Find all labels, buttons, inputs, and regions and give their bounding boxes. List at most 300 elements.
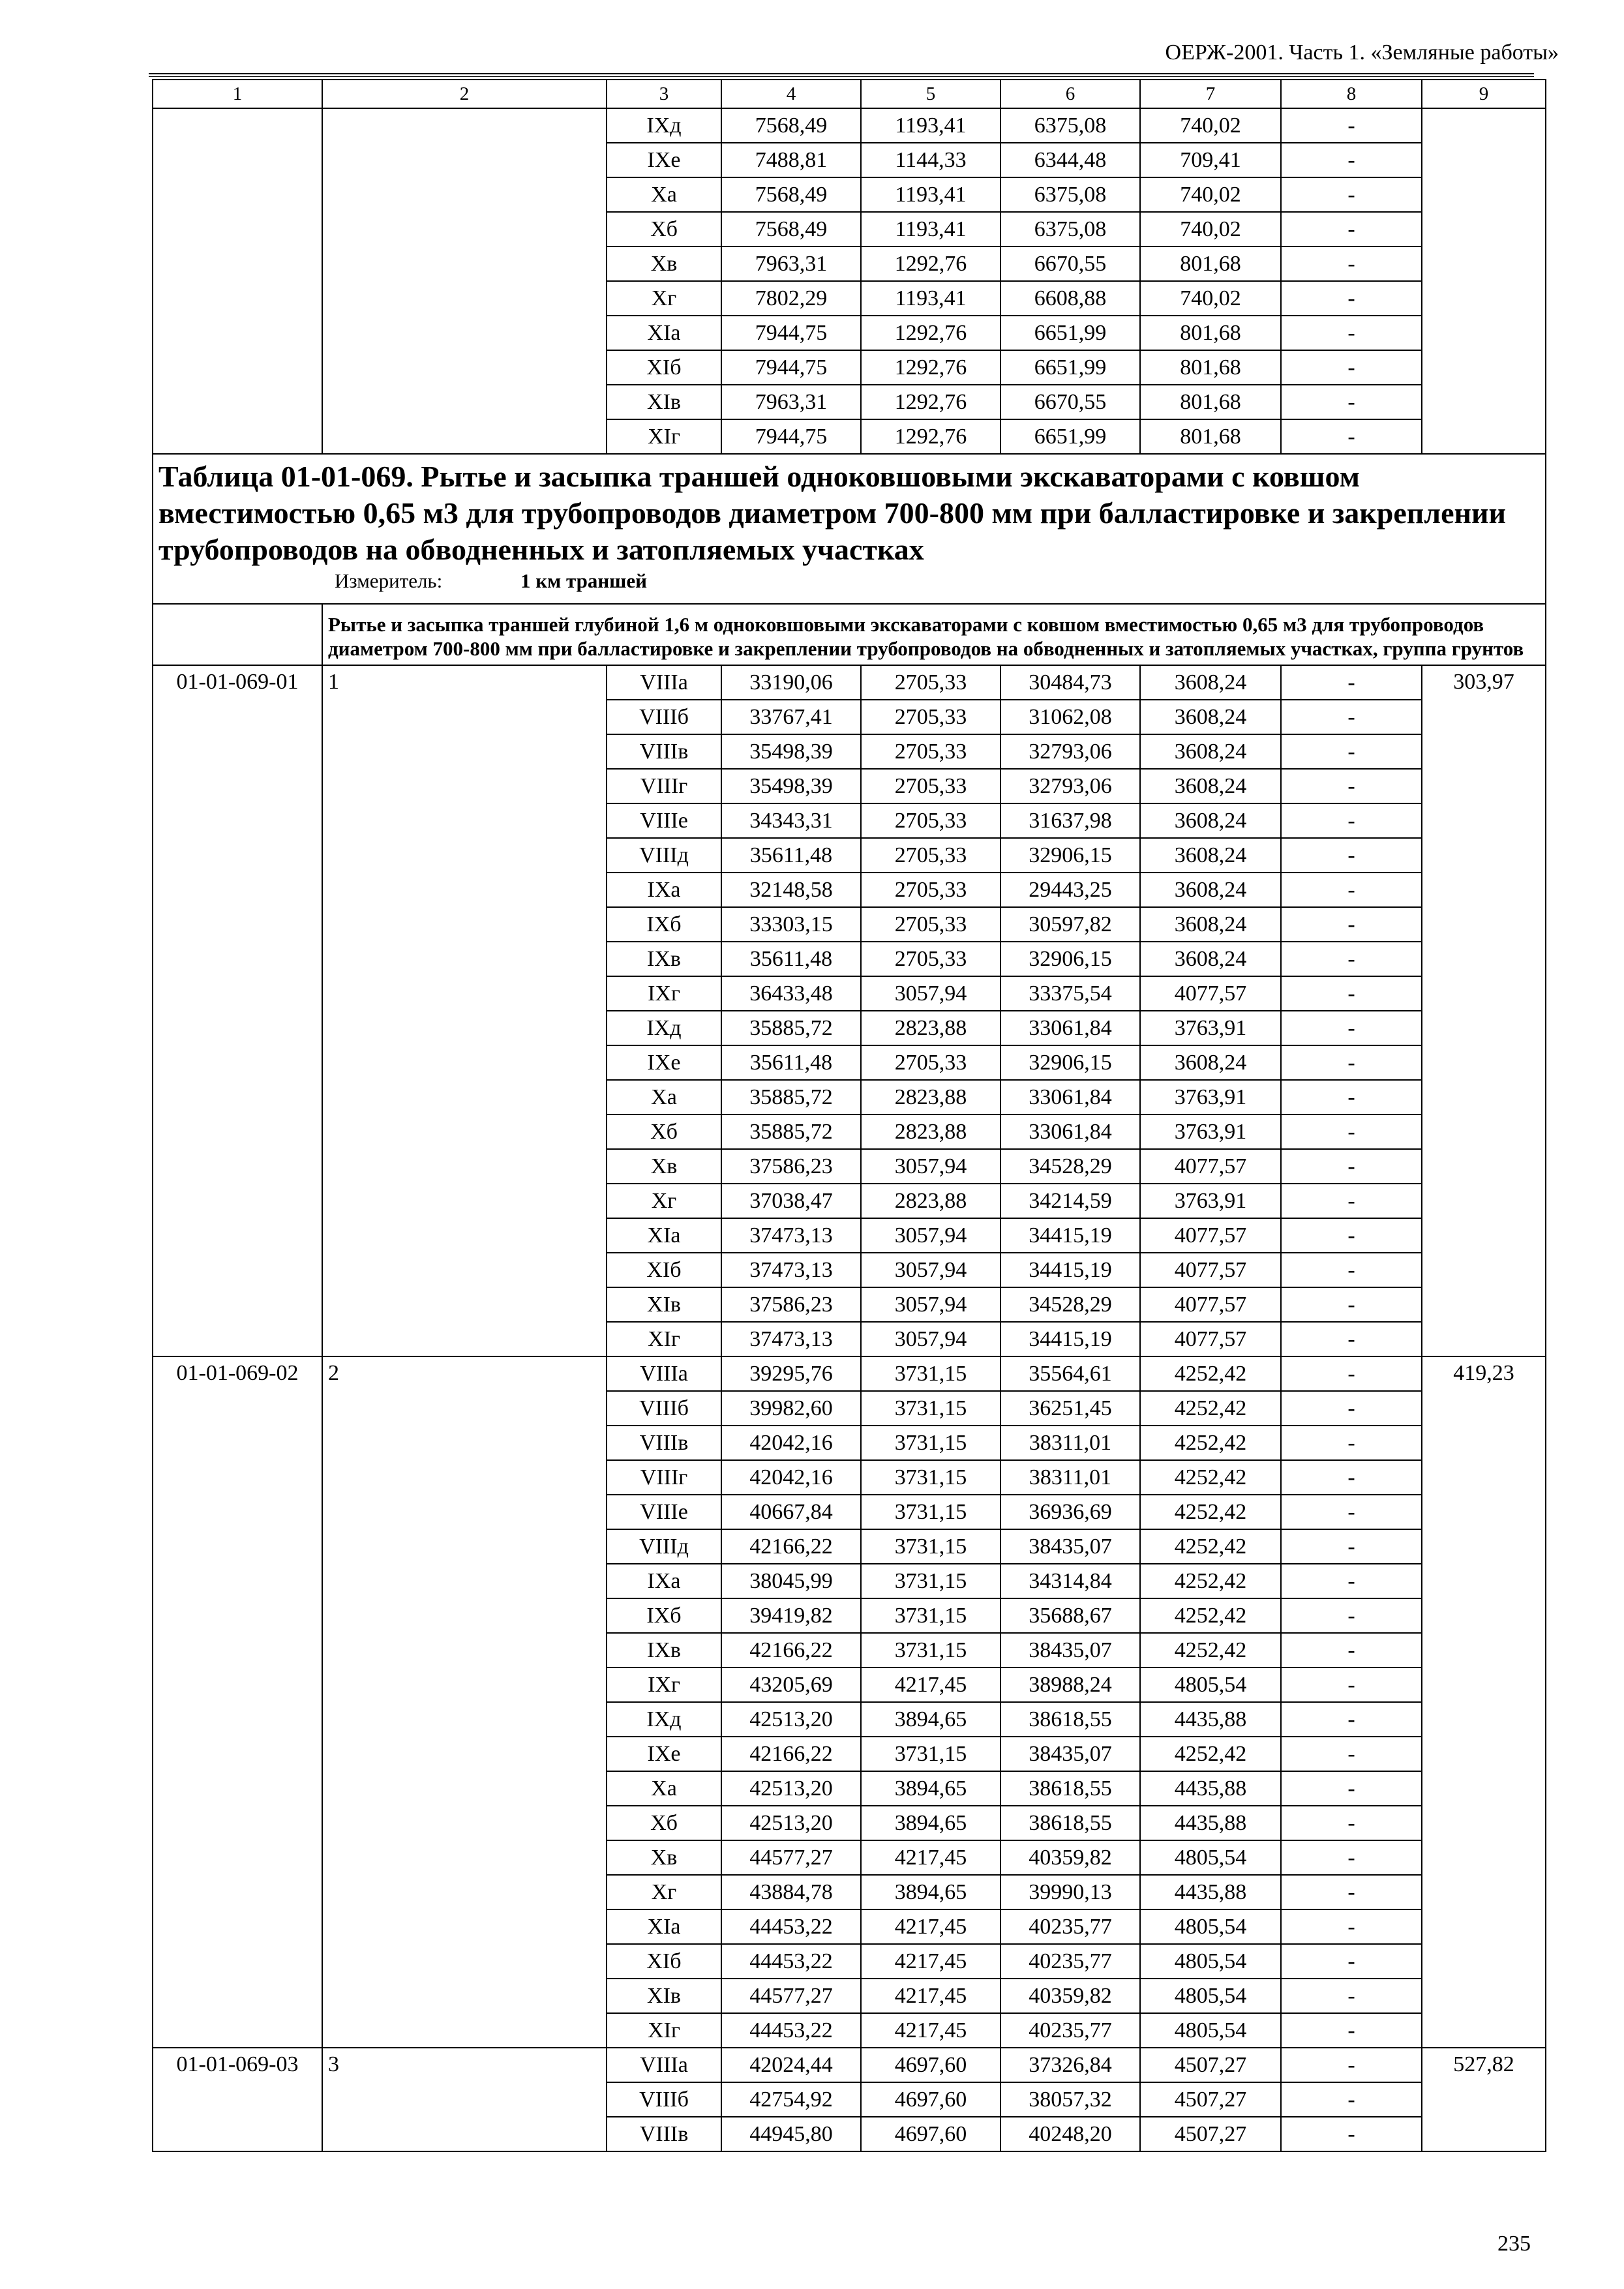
direct-cost-cell: 39419,82 (721, 1598, 861, 1633)
materials-cell: - (1281, 1598, 1422, 1633)
meter-value: 1 км траншей (520, 569, 647, 592)
direct-cost-cell: 34343,31 (721, 803, 861, 838)
soil-group-cell: IXд (607, 108, 721, 143)
direct-cost-cell: 7963,31 (721, 385, 861, 419)
wages-cell: 2705,33 (861, 700, 1000, 734)
wages-cell: 3057,94 (861, 1287, 1000, 1322)
machinist-wages-cell: 3608,24 (1140, 803, 1281, 838)
soil-group-cell: IXа (607, 873, 721, 907)
direct-cost-cell: 35498,39 (721, 734, 861, 769)
machines-cell: 34415,19 (1000, 1218, 1140, 1253)
materials-cell: - (1281, 1840, 1422, 1875)
wages-cell: 2705,33 (861, 942, 1000, 976)
machinist-wages-cell: 3608,24 (1140, 734, 1281, 769)
materials-cell: - (1281, 385, 1422, 419)
direct-cost-cell: 37586,23 (721, 1149, 861, 1184)
soil-group-cell: Xв (607, 1149, 721, 1184)
direct-cost-cell: 7568,49 (721, 177, 861, 212)
direct-cost-cell: 42166,22 (721, 1529, 861, 1564)
column-number-row (153, 80, 1546, 108)
machines-cell: 30597,82 (1000, 907, 1140, 942)
wages-cell: 3057,94 (861, 1322, 1000, 1356)
materials-cell: - (1281, 350, 1422, 385)
soil-group-cell: XIб (607, 1944, 721, 1979)
machinist-wages-cell: 4435,88 (1140, 1806, 1281, 1840)
soil-group-cell: Xб (607, 1115, 721, 1149)
direct-cost-cell: 40667,84 (721, 1495, 861, 1529)
direct-cost-cell: 42024,44 (721, 2048, 861, 2082)
wages-cell: 2705,33 (861, 838, 1000, 873)
materials-cell: - (1281, 907, 1422, 942)
machinist-wages-cell: 801,68 (1140, 385, 1281, 419)
soil-group-cell: Xб (607, 212, 721, 247)
machinist-wages-cell: 801,68 (1140, 316, 1281, 350)
machinist-wages-cell: 3608,24 (1140, 700, 1281, 734)
machines-cell: 6375,08 (1000, 212, 1140, 247)
direct-cost-cell: 37038,47 (721, 1184, 861, 1218)
materials-cell: - (1281, 143, 1422, 177)
labor-cost: 303,97 (1422, 665, 1546, 1356)
materials-cell: - (1281, 247, 1422, 281)
rates-table (152, 79, 1546, 2152)
machinist-wages-cell: 4805,54 (1140, 1944, 1281, 1979)
materials-cell: - (1281, 1944, 1422, 1979)
soil-group-cell: IXв (607, 942, 721, 976)
materials-cell: - (1281, 1771, 1422, 1806)
wages-cell: 3731,15 (861, 1737, 1000, 1771)
rate-description: 2 (322, 1356, 607, 2048)
materials-cell: - (1281, 942, 1422, 976)
soil-group-cell: IXб (607, 907, 721, 942)
wages-cell: 4217,45 (861, 1944, 1000, 1979)
soil-group-cell: Xв (607, 1840, 721, 1875)
direct-cost-cell: 33303,15 (721, 907, 861, 942)
table-title-row (153, 454, 1546, 604)
machines-cell: 32793,06 (1000, 769, 1140, 803)
machines-cell: 38311,01 (1000, 1460, 1140, 1495)
machines-cell: 40359,82 (1000, 1840, 1140, 1875)
column-number: 6 (1000, 80, 1140, 108)
machines-cell: 33061,84 (1000, 1080, 1140, 1115)
materials-cell: - (1281, 1149, 1422, 1184)
machinist-wages-cell: 4077,57 (1140, 1149, 1281, 1184)
soil-group-cell: Xб (607, 1806, 721, 1840)
machinist-wages-cell: 3763,91 (1140, 1115, 1281, 1149)
machinist-wages-cell: 4077,57 (1140, 1218, 1281, 1253)
table-row (153, 2048, 1546, 2082)
machines-cell: 6375,08 (1000, 108, 1140, 143)
page-number: 235 (1497, 2232, 1531, 2256)
machines-cell: 31062,08 (1000, 700, 1140, 734)
machines-cell: 38988,24 (1000, 1668, 1140, 1702)
machines-cell: 31637,98 (1000, 803, 1140, 838)
machines-cell: 33375,54 (1000, 976, 1140, 1011)
wages-cell: 1193,41 (861, 212, 1000, 247)
machinist-wages-cell: 4252,42 (1140, 1633, 1281, 1668)
soil-group-cell: Xг (607, 1184, 721, 1218)
machinist-wages-cell: 3608,24 (1140, 665, 1281, 700)
machinist-wages-cell: 3608,24 (1140, 838, 1281, 873)
machinist-wages-cell: 4252,42 (1140, 1460, 1281, 1495)
wages-cell: 2823,88 (861, 1115, 1000, 1149)
machinist-wages-cell: 4435,88 (1140, 1771, 1281, 1806)
direct-cost-cell: 44453,22 (721, 1944, 861, 1979)
materials-cell: - (1281, 1909, 1422, 1944)
machinist-wages-cell: 4077,57 (1140, 1287, 1281, 1322)
materials-cell: - (1281, 1564, 1422, 1598)
machinist-wages-cell: 4252,42 (1140, 1391, 1281, 1426)
machinist-wages-cell: 4507,27 (1140, 2048, 1281, 2082)
direct-cost-cell: 7944,75 (721, 316, 861, 350)
machines-cell: 6670,55 (1000, 385, 1140, 419)
materials-cell: - (1281, 2013, 1422, 2048)
soil-group-cell: VIIIв (607, 1426, 721, 1460)
machinist-wages-cell: 4805,54 (1140, 1840, 1281, 1875)
machinist-wages-cell: 4252,42 (1140, 1737, 1281, 1771)
soil-group-cell: IXа (607, 1564, 721, 1598)
machinist-wages-cell: 740,02 (1140, 108, 1281, 143)
running-header: ОЕРЖ-2001. Часть 1. «Земляные работы» (1165, 40, 1559, 65)
column-number: 3 (607, 80, 721, 108)
column-number: 2 (322, 80, 607, 108)
direct-cost-cell: 7944,75 (721, 350, 861, 385)
machines-cell: 6608,88 (1000, 281, 1140, 316)
materials-cell: - (1281, 838, 1422, 873)
code-cell (153, 108, 322, 454)
materials-cell: - (1281, 734, 1422, 769)
direct-cost-cell: 44577,27 (721, 1979, 861, 2013)
column-number: 4 (721, 80, 861, 108)
wages-cell: 2705,33 (861, 1045, 1000, 1080)
machines-cell: 40248,20 (1000, 2117, 1140, 2151)
materials-cell: - (1281, 2048, 1422, 2082)
machines-cell: 40235,77 (1000, 2013, 1140, 2048)
wages-cell: 1292,76 (861, 350, 1000, 385)
materials-cell: - (1281, 1287, 1422, 1322)
wages-cell: 2705,33 (861, 873, 1000, 907)
wages-cell: 3731,15 (861, 1460, 1000, 1495)
wages-cell: 3731,15 (861, 1633, 1000, 1668)
machines-cell: 33061,84 (1000, 1115, 1140, 1149)
soil-group-cell: IXд (607, 1011, 721, 1045)
machinist-wages-cell: 4077,57 (1140, 1322, 1281, 1356)
machinist-wages-cell: 4077,57 (1140, 1253, 1281, 1287)
materials-cell: - (1281, 1979, 1422, 2013)
materials-cell: - (1281, 1115, 1422, 1149)
soil-group-cell: VIIIг (607, 769, 721, 803)
direct-cost-cell: 7568,49 (721, 212, 861, 247)
header-rule-thin (149, 76, 1534, 77)
direct-cost-cell: 35498,39 (721, 769, 861, 803)
wages-cell: 4217,45 (861, 1979, 1000, 2013)
wages-cell: 3731,15 (861, 1426, 1000, 1460)
direct-cost-cell: 32148,58 (721, 873, 861, 907)
soil-group-cell: IXе (607, 1737, 721, 1771)
soil-group-cell: XIг (607, 419, 721, 454)
materials-cell: - (1281, 1080, 1422, 1115)
table-title: Таблица 01-01-069. Рытье и засыпка траншей одноковшовыми экскаваторами с ковшом вместимостью 0,65 м3 для трубопроводов диаметром 700-800 мм при балластировке и закреплении трубопроводов на обводненных и затопляемых участках (158, 460, 1507, 566)
wages-cell: 1193,41 (861, 177, 1000, 212)
wages-cell: 1292,76 (861, 385, 1000, 419)
machinist-wages-cell: 3608,24 (1140, 907, 1281, 942)
soil-group-cell: VIIIа (607, 1356, 721, 1391)
materials-cell: - (1281, 1875, 1422, 1909)
column-number: 8 (1281, 80, 1422, 108)
machinist-wages-cell: 4805,54 (1140, 2013, 1281, 2048)
wages-cell: 3731,15 (861, 1598, 1000, 1633)
machines-cell: 40359,82 (1000, 1979, 1140, 2013)
machines-cell: 34214,59 (1000, 1184, 1140, 1218)
soil-group-cell: VIIIв (607, 734, 721, 769)
machines-cell: 6670,55 (1000, 247, 1140, 281)
materials-cell: - (1281, 419, 1422, 454)
machines-cell: 39990,13 (1000, 1875, 1140, 1909)
wages-cell: 3731,15 (861, 1356, 1000, 1391)
header-rule (149, 73, 1534, 74)
machines-cell: 32906,15 (1000, 1045, 1140, 1080)
direct-cost-cell: 7963,31 (721, 247, 861, 281)
soil-group-cell: XIб (607, 1253, 721, 1287)
machines-cell: 37326,84 (1000, 2048, 1140, 2082)
materials-cell: - (1281, 212, 1422, 247)
materials-cell: - (1281, 1218, 1422, 1253)
machines-cell: 38311,01 (1000, 1426, 1140, 1460)
machinist-wages-cell: 4805,54 (1140, 1979, 1281, 2013)
direct-cost-cell: 35611,48 (721, 1045, 861, 1080)
direct-cost-cell: 42166,22 (721, 1737, 861, 1771)
soil-group-cell: Xг (607, 1875, 721, 1909)
machines-cell: 38435,07 (1000, 1529, 1140, 1564)
soil-group-cell: Xв (607, 247, 721, 281)
materials-cell: - (1281, 1668, 1422, 1702)
machines-cell: 38618,55 (1000, 1771, 1140, 1806)
direct-cost-cell: 35611,48 (721, 942, 861, 976)
machinist-wages-cell: 4435,88 (1140, 1702, 1281, 1737)
machines-cell: 35688,67 (1000, 1598, 1140, 1633)
machinist-wages-cell: 4252,42 (1140, 1529, 1281, 1564)
machinist-wages-cell: 3608,24 (1140, 873, 1281, 907)
machinist-wages-cell: 4805,54 (1140, 1909, 1281, 1944)
wages-cell: 2705,33 (861, 665, 1000, 700)
machinist-wages-cell: 4252,42 (1140, 1564, 1281, 1598)
soil-group-cell: XIа (607, 1218, 721, 1253)
materials-cell: - (1281, 1253, 1422, 1287)
materials-cell: - (1281, 1045, 1422, 1080)
wages-cell: 2705,33 (861, 907, 1000, 942)
direct-cost-cell: 7488,81 (721, 143, 861, 177)
machinist-wages-cell: 740,02 (1140, 177, 1281, 212)
materials-cell: - (1281, 1633, 1422, 1668)
wages-cell: 3731,15 (861, 1495, 1000, 1529)
soil-group-cell: XIб (607, 350, 721, 385)
materials-cell: - (1281, 281, 1422, 316)
materials-cell: - (1281, 108, 1422, 143)
materials-cell: - (1281, 1702, 1422, 1737)
column-number: 1 (153, 80, 322, 108)
rate-code: 01-01-069-02 (153, 1356, 322, 2048)
machines-cell: 35564,61 (1000, 1356, 1140, 1391)
machinist-wages-cell: 4252,42 (1140, 1598, 1281, 1633)
materials-cell: - (1281, 1184, 1422, 1218)
rate-code: 01-01-069-01 (153, 665, 322, 1356)
soil-group-cell: IXе (607, 143, 721, 177)
machines-cell: 6651,99 (1000, 350, 1140, 385)
machines-cell: 34528,29 (1000, 1287, 1140, 1322)
meter-line (158, 571, 1542, 595)
machines-cell: 32906,15 (1000, 942, 1140, 976)
machines-cell: 6651,99 (1000, 316, 1140, 350)
machinist-wages-cell: 3763,91 (1140, 1184, 1281, 1218)
direct-cost-cell: 33190,06 (721, 665, 861, 700)
direct-cost-cell: 39295,76 (721, 1356, 861, 1391)
direct-cost-cell: 33767,41 (721, 700, 861, 734)
direct-cost-cell: 42513,20 (721, 1806, 861, 1840)
direct-cost-cell: 39982,60 (721, 1391, 861, 1426)
wages-cell: 3057,94 (861, 1149, 1000, 1184)
wages-cell: 3894,65 (861, 1702, 1000, 1737)
direct-cost-cell: 44945,80 (721, 2117, 861, 2151)
soil-group-cell: VIIIа (607, 2048, 721, 2082)
materials-cell: - (1281, 769, 1422, 803)
machines-cell: 32793,06 (1000, 734, 1140, 769)
direct-cost-cell: 37473,13 (721, 1253, 861, 1287)
direct-cost-cell: 7568,49 (721, 108, 861, 143)
wages-cell: 1292,76 (861, 316, 1000, 350)
soil-group-cell: IXг (607, 976, 721, 1011)
soil-group-cell: VIIIд (607, 838, 721, 873)
wages-cell: 1144,33 (861, 143, 1000, 177)
materials-cell: - (1281, 1460, 1422, 1495)
wages-cell: 2823,88 (861, 1080, 1000, 1115)
direct-cost-cell: 35885,72 (721, 1011, 861, 1045)
machinist-wages-cell: 801,68 (1140, 350, 1281, 385)
soil-group-cell: XIа (607, 316, 721, 350)
machines-cell: 36251,45 (1000, 1391, 1140, 1426)
soil-group-cell: IXб (607, 1598, 721, 1633)
wages-cell: 2705,33 (861, 803, 1000, 838)
wages-cell: 2823,88 (861, 1011, 1000, 1045)
soil-group-cell: IXв (607, 1633, 721, 1668)
direct-cost-cell: 44453,22 (721, 1909, 861, 1944)
machines-cell: 34314,84 (1000, 1564, 1140, 1598)
machines-cell: 33061,84 (1000, 1011, 1140, 1045)
soil-group-cell: XIв (607, 1287, 721, 1322)
machinist-wages-cell: 3608,24 (1140, 1045, 1281, 1080)
rates-table-body (153, 80, 1546, 2151)
wages-cell: 3057,94 (861, 1218, 1000, 1253)
materials-cell: - (1281, 1495, 1422, 1529)
materials-cell: - (1281, 2082, 1422, 2117)
soil-group-cell: VIIIб (607, 1391, 721, 1426)
table-title-cell (153, 454, 1546, 604)
wages-cell: 2823,88 (861, 1184, 1000, 1218)
machinist-wages-cell: 3608,24 (1140, 769, 1281, 803)
labor-cost: 419,23 (1422, 1356, 1546, 2048)
machines-cell: 38057,32 (1000, 2082, 1140, 2117)
machinist-wages-cell: 801,68 (1140, 247, 1281, 281)
wages-cell: 2705,33 (861, 734, 1000, 769)
machines-cell: 34415,19 (1000, 1322, 1140, 1356)
machinist-wages-cell: 740,02 (1140, 212, 1281, 247)
soil-group-cell: IXг (607, 1668, 721, 1702)
direct-cost-cell: 38045,99 (721, 1564, 861, 1598)
machines-cell: 40235,77 (1000, 1909, 1140, 1944)
soil-group-cell: VIIIв (607, 2117, 721, 2151)
machinist-wages-cell: 4077,57 (1140, 976, 1281, 1011)
table-row (153, 665, 1546, 700)
wages-cell: 4697,60 (861, 2048, 1000, 2082)
table-row (153, 1356, 1546, 1391)
machines-cell: 6375,08 (1000, 177, 1140, 212)
direct-cost-cell: 43205,69 (721, 1668, 861, 1702)
materials-cell: - (1281, 1011, 1422, 1045)
machines-cell: 40235,77 (1000, 1944, 1140, 1979)
wages-cell: 2705,33 (861, 769, 1000, 803)
soil-group-cell: IXе (607, 1045, 721, 1080)
soil-group-cell: VIIIб (607, 700, 721, 734)
subtitle-spacer-cell (153, 604, 322, 665)
wages-cell: 1292,76 (861, 419, 1000, 454)
wages-cell: 1193,41 (861, 108, 1000, 143)
table-row (153, 108, 1546, 143)
machinist-wages-cell: 4507,27 (1140, 2082, 1281, 2117)
soil-group-cell: XIв (607, 385, 721, 419)
wages-cell: 4217,45 (861, 2013, 1000, 2048)
direct-cost-cell: 36433,48 (721, 976, 861, 1011)
direct-cost-cell: 37473,13 (721, 1218, 861, 1253)
direct-cost-cell: 35885,72 (721, 1080, 861, 1115)
machinist-wages-cell: 4507,27 (1140, 2117, 1281, 2151)
materials-cell: - (1281, 665, 1422, 700)
soil-group-cell: Xг (607, 281, 721, 316)
direct-cost-cell: 42042,16 (721, 1460, 861, 1495)
wages-cell: 3057,94 (861, 976, 1000, 1011)
subtitle-row (153, 604, 1546, 665)
materials-cell: - (1281, 1426, 1422, 1460)
machines-cell: 38435,07 (1000, 1737, 1140, 1771)
soil-group-cell: VIIIа (607, 665, 721, 700)
labor-cost-cell (1422, 108, 1546, 454)
materials-cell: - (1281, 700, 1422, 734)
machines-cell: 32906,15 (1000, 838, 1140, 873)
direct-cost-cell: 37586,23 (721, 1287, 861, 1322)
direct-cost-cell: 42513,20 (721, 1771, 861, 1806)
direct-cost-cell: 42513,20 (721, 1702, 861, 1737)
soil-group-cell: XIг (607, 2013, 721, 2048)
machines-cell: 38435,07 (1000, 1633, 1140, 1668)
rate-description: 1 (322, 665, 607, 1356)
wages-cell: 4217,45 (861, 1668, 1000, 1702)
machines-cell: 34528,29 (1000, 1149, 1140, 1184)
machines-cell: 38618,55 (1000, 1702, 1140, 1737)
soil-group-cell: VIIIд (607, 1529, 721, 1564)
machines-cell: 6344,48 (1000, 143, 1140, 177)
direct-cost-cell: 42754,92 (721, 2082, 861, 2117)
wages-cell: 3731,15 (861, 1529, 1000, 1564)
machines-cell: 34415,19 (1000, 1253, 1140, 1287)
machinist-wages-cell: 3763,91 (1140, 1080, 1281, 1115)
soil-group-cell: Xа (607, 177, 721, 212)
direct-cost-cell: 44577,27 (721, 1840, 861, 1875)
materials-cell: - (1281, 1806, 1422, 1840)
column-number: 7 (1140, 80, 1281, 108)
soil-group-cell: XIв (607, 1979, 721, 2013)
soil-group-cell: VIIIг (607, 1460, 721, 1495)
machines-cell: 6651,99 (1000, 419, 1140, 454)
materials-cell: - (1281, 1322, 1422, 1356)
machines-cell: 38618,55 (1000, 1806, 1140, 1840)
machinist-wages-cell: 740,02 (1140, 281, 1281, 316)
